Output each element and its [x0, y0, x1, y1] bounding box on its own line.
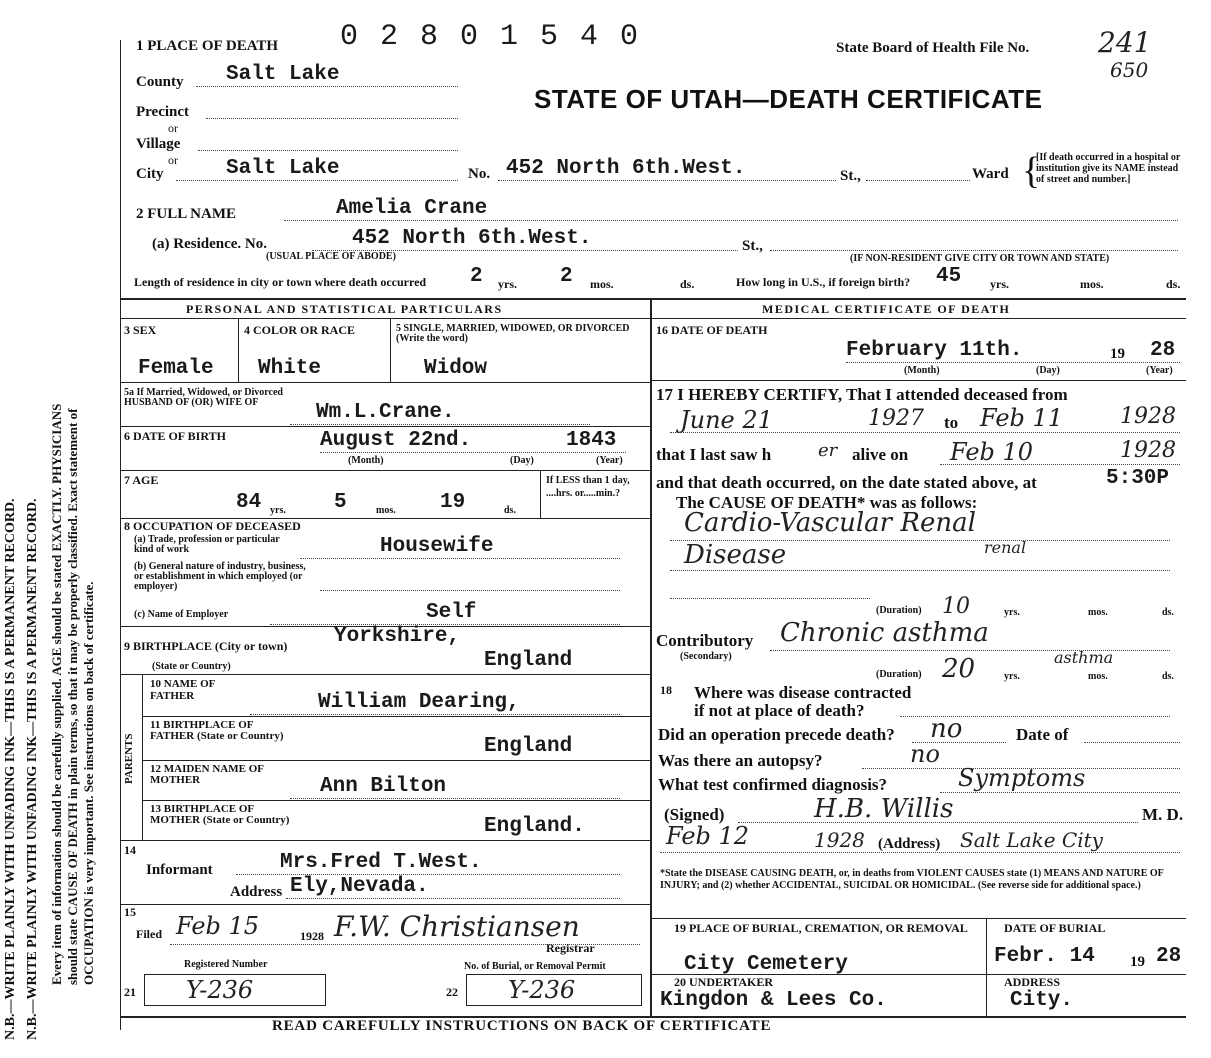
mother-value: Ann Bilton	[290, 776, 620, 799]
death-month-day-value: February 11th.	[846, 339, 1023, 362]
birthplace-city-value: Yorkshire,	[334, 625, 461, 648]
informant-address-value: Ely,Nevada.	[286, 876, 620, 899]
birthplace-country-value: England	[484, 649, 573, 672]
certificate-number: 0 2 8 0 1 5 4 0	[340, 20, 641, 54]
village-line	[198, 150, 458, 151]
item-18-number: 18	[660, 683, 672, 697]
last-saw-year-value: 1928	[1120, 438, 1176, 463]
attend-to-value: Feb 11	[980, 404, 1064, 432]
informant-label: Informant	[146, 862, 213, 878]
duration2-value: 20	[942, 654, 976, 684]
cause-line2-value: Disease	[684, 540, 787, 570]
death-day-caption: (Day)	[1036, 365, 1060, 376]
spouse-label: 5a If Married, Widowed, or Divorced HUSBAND OF (OR) WIFE OF	[124, 387, 283, 408]
sex-value: Female	[138, 357, 214, 380]
city-label: City	[136, 166, 164, 182]
death-year-caption: (Year)	[1146, 365, 1173, 376]
date-of-label: Date of	[1016, 725, 1069, 744]
mother-birthplace-label: 13 BIRTHPLACE OF MOTHER (State or Country)	[150, 803, 290, 826]
row-footnote-bottom	[650, 918, 1186, 919]
registered-number-value: Y-236	[186, 976, 254, 1004]
cause-line2	[670, 570, 1170, 571]
sex-color-divider	[238, 318, 239, 382]
form-left-border	[120, 40, 121, 1030]
us-ds-label: ds.	[1166, 277, 1181, 291]
autopsy-label: Was there an autopsy?	[658, 751, 823, 770]
age-mos-label: mos.	[376, 505, 396, 516]
medical-section-title: MEDICAL CERTIFICATE OF DEATH	[762, 302, 1011, 316]
ward-brace: {	[1022, 150, 1041, 192]
dob-month-day-value: August 22nd.	[320, 429, 472, 452]
row-marital-bottom	[120, 382, 650, 383]
employer-value: Self	[270, 602, 620, 625]
dob-year-caption: (Year)	[596, 455, 623, 466]
age-mos-value: 5	[334, 491, 347, 514]
attend-from-value: June 21	[680, 406, 773, 434]
father-birthplace-label: 11 BIRTHPLACE OF FATHER (State or Country)	[150, 719, 284, 742]
color-label: 4 COLOR OR RACE	[244, 323, 356, 337]
parents-label: PARENTS	[123, 733, 135, 784]
street-no-label: No.	[468, 166, 491, 182]
operation-value: no	[930, 714, 963, 744]
burial-place-value: City Cemetery	[684, 953, 848, 976]
us-yrs-value: 45	[936, 265, 962, 288]
ward-line	[866, 180, 970, 181]
date-of-line	[1084, 742, 1180, 743]
street-value: 452 North 6th.West.	[498, 158, 836, 181]
last-saw-line	[940, 464, 1180, 465]
test-line	[940, 792, 1180, 793]
marital-label: 5 SINGLE, MARRIED, WIDOWED, OR DIVORCED (Write the word)	[396, 323, 630, 344]
doctor-address-value: Salt Lake City	[960, 828, 1103, 852]
city-value: Salt Lake	[176, 158, 458, 181]
marital-value: Widow	[424, 357, 488, 380]
secondary-label: (Secondary)	[680, 651, 732, 662]
occupation-b-label: (b) General nature of industry, business, or establishment in which employed (or employer)	[134, 561, 306, 592]
where-contracted-label: Where was disease contracted	[694, 683, 912, 702]
row-spouse-bottom	[120, 426, 650, 427]
usual-place-note: (USUAL PLACE OF ABODE)	[266, 251, 396, 262]
county-label: County	[136, 74, 184, 90]
cause-note-value: renal	[984, 538, 1027, 557]
margin-warning-line1: N.B.—WRITE PLAINLY WITH UNFADING INK—THIS IS A PERMANENT RECORD.	[3, 498, 18, 1040]
duration2-ds-label: ds.	[1162, 671, 1174, 682]
nonresident-note: (IF NON-RESIDENT GIVE CITY OR TOWN AND STATE)	[850, 253, 1110, 264]
duration2-mos-label: mos.	[1088, 671, 1108, 682]
undertaker-address-value: City.	[1010, 989, 1074, 1012]
signed-date-value: Feb 12	[666, 822, 750, 850]
attend-from-year-value: 1927	[868, 406, 924, 431]
row-mother-bottom	[142, 800, 650, 801]
margin-instructions-line1: Every item of information should be carefully supplied. AGE should be stated EXACTLY. PHYSICIANS	[49, 403, 64, 985]
parents-divider	[142, 674, 143, 840]
ward-label: Ward	[972, 166, 1009, 182]
us-yrs-label: yrs.	[990, 277, 1009, 291]
registrar-label: Registrar	[546, 941, 595, 955]
last-saw-date-value: Feb 10	[950, 438, 1034, 466]
residence-label: (a) Residence. No.	[152, 236, 267, 252]
file-no-label: State Board of Health File No.	[836, 40, 1030, 56]
age-yrs-label: yrs.	[270, 505, 286, 516]
age-ds-label: ds.	[504, 505, 516, 516]
file-no-sub: 650	[1110, 58, 1149, 82]
contributory-value: Chronic asthma	[780, 618, 989, 648]
us-mos-label: mos.	[1080, 277, 1104, 291]
grid-center-line	[650, 298, 652, 1018]
item-21-number: 21	[124, 985, 136, 999]
if-not-label: if not at place of death?	[694, 701, 865, 720]
or-label-1: or	[168, 121, 178, 135]
attend-line	[670, 432, 1180, 433]
cause-line3	[670, 598, 870, 599]
occupation-label: 8 OCCUPATION OF DECEASED	[124, 519, 301, 533]
informant-number: 14	[124, 843, 136, 857]
file-no: 241	[1098, 26, 1152, 59]
attend-to-label: to	[944, 413, 959, 432]
physician-signature: H.B. Willis	[814, 794, 954, 824]
birthplace-state-caption: (State or Country)	[152, 661, 231, 672]
residence-city-line	[770, 250, 1178, 251]
sex-label: 3 SEX	[124, 323, 157, 337]
county-value: Salt Lake	[196, 64, 458, 87]
burial-year-prefix: 19	[1130, 954, 1145, 970]
or-label-2: or	[168, 153, 178, 167]
contributory-note-value: asthma	[1054, 648, 1114, 667]
margin-instructions-line3: OCCUPATION is very important. See instructions on back of certificate.	[81, 581, 96, 985]
certify-label: 17 I HEREBY CERTIFY, That I attended deceased from	[656, 385, 1068, 404]
us-residence-label: How long in U.S., if foreign birth?	[736, 275, 911, 289]
row-death-date-bottom	[650, 380, 1186, 381]
cause-label: The CAUSE OF DEATH* was as follows:	[676, 493, 978, 512]
cause-footnote: *State the DISEASE CAUSING DEATH, or, in deaths from VIOLENT CAUSES state (1) MEANS AND NATURE OF INJURY; and (2) whether ACCIDENTAL, SUICIDAL OR HOMICIDAL. (See reverse side for additional space.)	[660, 868, 1164, 891]
grid-top-line	[120, 298, 1186, 300]
row-father-bp-bottom	[142, 760, 650, 761]
mother-birthplace-value: England.	[484, 815, 585, 838]
spouse-value: Wm.L.Crane.	[290, 402, 590, 425]
st-label: St.,	[840, 168, 861, 184]
footer-instructions: READ CAREFULLY INSTRUCTIONS ON BACK OF CERTIFICATE	[272, 1018, 772, 1034]
death-time-value: 5:30P	[1106, 467, 1170, 490]
filed-number: 15	[124, 905, 136, 919]
mother-label: 12 MAIDEN NAME OF MOTHER	[150, 763, 264, 786]
residence-value: 452 North 6th.West.	[312, 228, 738, 251]
row-mother-bp-bottom	[120, 840, 650, 841]
signed-date-line	[660, 852, 1180, 853]
undertaker-address-label: ADDRESS	[1004, 975, 1061, 989]
last-saw-pronoun: er	[818, 440, 838, 461]
age-label: 7 AGE	[124, 473, 159, 487]
contributory-line	[770, 650, 1170, 651]
father-label: 10 NAME OF FATHER	[150, 678, 215, 702]
occupation-b-line	[320, 590, 620, 591]
length-ds-label: ds.	[680, 277, 695, 291]
alive-on-label: alive on	[852, 445, 909, 464]
undertaker-label: 20 UNDERTAKER	[674, 975, 774, 989]
certificate-title: STATE OF UTAH—DEATH CERTIFICATE	[534, 84, 1043, 114]
residence-st-label: St.,	[742, 238, 763, 254]
duration1-mos-label: mos.	[1088, 607, 1108, 618]
duration2-yrs-label: yrs.	[1004, 671, 1020, 682]
row-father-bottom	[142, 716, 650, 717]
death-date-label: 16 DATE OF DEATH	[656, 323, 768, 337]
duration1-label: (Duration)	[876, 605, 922, 616]
age-less-divider	[540, 470, 541, 518]
duration2-label: (Duration)	[876, 669, 922, 680]
operation-label: Did an operation precede death?	[658, 725, 895, 744]
signed-line	[738, 822, 1138, 823]
death-month-caption: (Month)	[904, 365, 940, 376]
duration1-ds-label: ds.	[1162, 607, 1174, 618]
personal-section-title: PERSONAL AND STATISTICAL PARTICULARS	[186, 302, 503, 316]
age-ds-value: 19	[440, 491, 466, 514]
cause-line1-value: Cardio-Vascular Renal	[684, 508, 976, 538]
dob-year-value: 1843	[566, 429, 617, 452]
color-marital-divider	[390, 318, 391, 382]
test-label: What test confirmed diagnosis?	[658, 775, 888, 794]
length-residence-label: Length of residence in city or town where death occurred	[134, 275, 427, 289]
row-dob-bottom	[120, 470, 650, 471]
last-saw-label: that I last saw h	[656, 445, 772, 464]
dob-month-caption: (Month)	[348, 455, 384, 466]
burial-date-divider	[986, 918, 987, 1018]
color-value: White	[258, 357, 322, 380]
margin-warning-line2: N.B.—WRITE PLAINLY WITH UNFADING INK—THIS IS A PERMANENT RECORD.	[25, 498, 40, 1040]
father-value: William Dearing,	[250, 692, 620, 715]
row-informant-bottom	[120, 904, 650, 905]
death-year-prefix: 19	[1110, 346, 1125, 362]
burial-date-label: DATE OF BURIAL	[1004, 921, 1106, 935]
contributory-label: Contributory	[656, 631, 754, 650]
burial-year-value: 28	[1156, 945, 1182, 968]
length-mos-label: mos.	[590, 277, 614, 291]
doctor-address-label: (Address)	[878, 836, 941, 852]
dob-line	[320, 452, 626, 453]
item-22-number: 22	[446, 985, 458, 999]
filed-label: Filed	[136, 927, 162, 941]
father-birthplace-value: England	[484, 735, 573, 758]
margin-instructions-line2: should state CAUSE OF DEATH in plain terms, so that it may be properly classified. Exact statement of	[65, 408, 80, 985]
row-birthplace-bottom	[120, 674, 650, 675]
length-yrs-label: yrs.	[498, 277, 517, 291]
informant-value: Mrs.Fred T.West.	[236, 852, 620, 875]
attend-to-year-value: 1928	[1120, 404, 1176, 429]
age-yrs-value: 84	[236, 491, 262, 514]
place-of-death-label: 1 PLACE OF DEATH	[136, 38, 279, 54]
death-occurred-label: and that death occurred, on the date stated above, at	[656, 473, 1037, 492]
full-name-value: Amelia Crane	[284, 198, 1178, 221]
occupation-a-label: (a) Trade, profession or particular kind of work	[134, 534, 280, 555]
grid-section-header-line	[120, 318, 1186, 319]
filed-year-value: 1928	[300, 929, 324, 943]
burial-permit-value: Y-236	[508, 976, 576, 1004]
burial-place-label: 19 PLACE OF BURIAL, CREMATION, OR REMOVAL	[674, 921, 968, 935]
informant-address-label: Address	[230, 884, 283, 900]
duration1-yrs-label: yrs.	[1004, 607, 1020, 618]
dob-label: 6 DATE OF BIRTH	[124, 429, 226, 443]
signed-year-value: 1928	[814, 828, 865, 852]
death-date-line	[846, 362, 1180, 363]
md-label: M. D.	[1142, 805, 1184, 824]
test-value: Symptoms	[958, 764, 1086, 792]
autopsy-value: no	[910, 740, 940, 768]
filed-date-value: Feb 15	[176, 912, 260, 940]
dob-day-caption: (Day)	[510, 455, 534, 466]
burial-permit-label: No. of Burial, or Removal Permit	[464, 961, 606, 972]
precinct-label: Precinct	[136, 104, 190, 120]
registered-number-label: Registered Number	[184, 959, 268, 970]
registrar-signature: F.W. Christiansen	[334, 910, 580, 943]
age-less-than-label: If LESS than 1 day, ....hrs. or.....min.?	[546, 475, 630, 499]
village-label: Village	[136, 136, 181, 152]
birthplace-label: 9 BIRTHPLACE (City or town)	[124, 639, 288, 653]
length-mos-value: 2	[560, 265, 573, 288]
full-name-label: 2 FULL NAME	[136, 206, 237, 222]
precinct-line	[206, 118, 458, 119]
duration1-value: 10	[942, 594, 970, 619]
death-year-value: 28	[1150, 339, 1176, 362]
occupation-value: Housewife	[300, 536, 620, 559]
ward-note: [If death occurred in a hospital or institution give its NAME instead of street and number.]	[1036, 152, 1181, 185]
undertaker-value: Kingdon & Lees Co.	[660, 989, 887, 1012]
employer-label: (c) Name of Employer	[134, 609, 229, 620]
length-yrs-value: 2	[470, 265, 483, 288]
signed-label: (Signed)	[664, 805, 725, 824]
burial-date-value: Febr. 14	[994, 945, 1095, 968]
